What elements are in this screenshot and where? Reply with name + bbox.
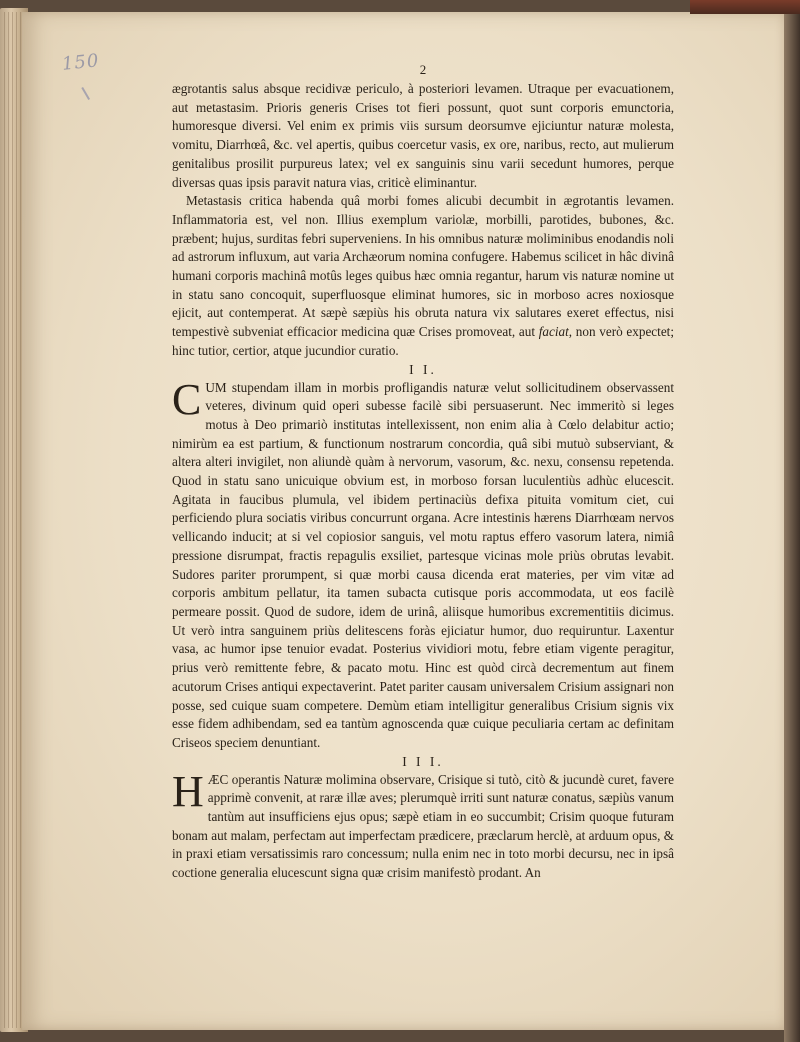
intro-paragraph: ægrotantis salus absque recidivæ periculo, à posteriori levamen. Utraque per evacuationem, aut metastasim. Prioris generis Crises tot fieri possunt, quot sunt corporis emunctoria, humoresque diversi. Vel enim ex primis viis sursum deorsumve ejiciuntur naturæ molesta, vomitu, Diarrhœâ, &c. vel apertis, quibus coercetur vasis, ex ore, naribus, recto, aut mulierum genitalibus prosilit purpureus latex; vel ex sanguinis sinu varii secedunt humores, perque diversas quas ipsis paravit natura vias, criticè eliminantur. — [172, 81, 674, 190]
gutter-shadow — [784, 0, 800, 1042]
margin-annotation: 150 — [61, 50, 101, 75]
section-iii-paragraph — [172, 766, 674, 883]
metastasis-italic: faciat — [538, 324, 569, 340]
page-text — [172, 62, 674, 883]
section-heading-iii: I I I. — [402, 753, 444, 769]
section-heading-ii: I I. — [409, 361, 437, 377]
metastasis-text-a: Metastasis critica habenda quâ morbi fomes alicubi decumbit in ægrotantis levamen. Inflammatoria est, vel non. Illius exemplum variolæ, morbilli, parotides, bubones, &c. præbent; hujus, surditas febri superveniens. In his omnibus naturæ moliminibus enodandis noli ad astrorum influxum, aut varia Archæorum nomina confugere. Habemus scilicet in hâc divinâ humani corporis machinâ motûs leges quibus hæc omnia regantur, harum vis naturæ nomine ut in statu sano concoquit, superfluosque eliminat humores, sic in morboso acres noxiosque ejicit, aut contemperat. At sæpè sæpiùs his obruta natura vix salutares exeret effectus, nisi tempestivè subveniat efficacior medicina quæ Crises promoveat, aut — [172, 193, 674, 340]
metastasis-text-b: , non verò expectet; hinc tutior, certior, atque jucundior curatio. — [172, 324, 674, 358]
binding-strip — [690, 0, 800, 14]
drop-cap-c: C — [172, 374, 202, 424]
section-ii-text: UM stupendam illam in morbis profligandis naturæ velut sollicitudinem observassent veteres, divinum quid operi subesse facilè sibi persuaserunt. Nec immeritò si leges motus à Deo primariò institutas intellexissent, non enim alia à Cœlo delabitur actio; nimirùm ea est partium, & functionum nostrarum concordia, quâ sibi mutuò subserviant, & altera alteri invigilet, non aliundè quàm à nervorum, vasorum, &c. nexu, consensu repetenda. Quod in statu sano unicuique obvium est, in morboso forsan luculentiùs adhùc elucescit. Agitata in faucibus plumula, vel ibidem pertinaciùs defixa pituita vomitum ciet, cui perficiendo plura sociatis viribus concurrunt organa. Acre intestinis hærens Diarrhœam nervos vellicando inducit; at si vel copiosior sanguis, vel motu raptus effero vasorum latera, nimiâ pressione disrumpat, fractis repagulis exsiliet, partesque vicinas mole priùs obrutas levabit. Sudores pariter prorumpent, si quæ morbi causa dicenda erat materies, per vim vitæ ad corporis ambitum pellatur, ita tamen subacta cutisque poris accommodata, ut eos facilè permeare possit. Quod de sudore, idem de urinâ, aliisque humoribus excrementitiis dicimus. Ut verò intra sanguinem priùs delitescens foràs ejiciatur humor, duo requiruntur. Laxentur vasa, ac humor ipse tenuior evadat. Posterius vividiori motu, febre etiam vigente peragitur, prius verò remittente febre, & pacato motu. Hinc est quòd circà decrementum aut finem acutorum Crises antiqui expectaverint. Patet pariter causam universalem Crisium assignari non posse, sed cuique suam competere. Demùm etiam intelligitur generalibus Crisium signis vix esse fidem adhibendam, sed ea tantùm agnoscenda quæ cuique peculiaria certam ac definitam Criseos speciem denuntiant. — [172, 379, 674, 750]
section-ii-paragraph — [172, 374, 674, 753]
metastasis-paragraph — [172, 192, 674, 360]
section-iii-text: ÆC operantis Naturæ molimina observare, Crisique si tutò, citò & jucundè curet, favere apprimè convenit, at raræ illæ aves; plerumquè irriti sunt naturæ conatus, sæpiùs vanum tantùm aut insufficiens ejus opus; sæpè etiam in eo succumbit; Crisim quoque futuram bonam aut malam, perfectam aut imperfectam prædicere, præclarum herclè, at arduum opus, & in praxi etiam versatissimis raro concessum; nulla enim nec in toto morbi decursu, nec in ipsâ coctione generalia elucescunt signa quæ crisim manifestò prodant. An — [172, 771, 674, 881]
page-edges — [4, 12, 24, 1028]
drop-cap-h: H — [172, 766, 204, 816]
page-number: 2 — [419, 62, 427, 77]
